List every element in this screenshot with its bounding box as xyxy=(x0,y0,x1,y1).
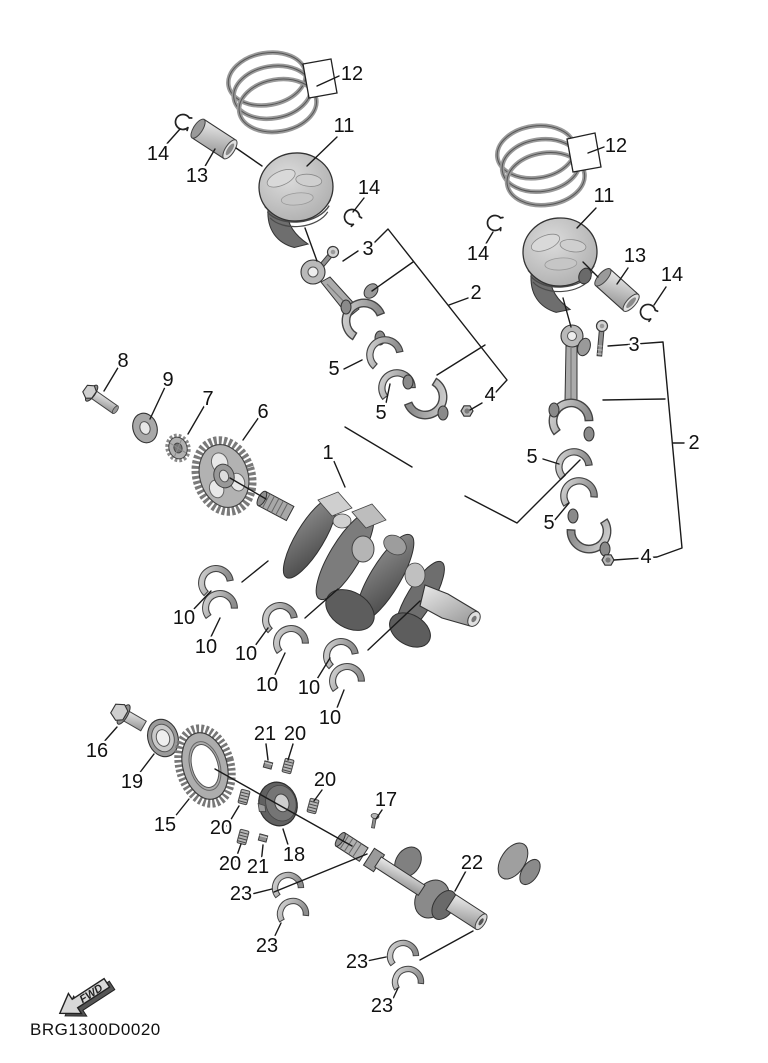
callout-1: 1 xyxy=(322,442,334,464)
main-bearing xyxy=(317,632,358,669)
leader-line xyxy=(345,427,412,467)
piston-pin-left xyxy=(188,117,239,161)
leader-line xyxy=(603,399,665,400)
callout-5: 5 xyxy=(375,402,387,424)
callout-9: 9 xyxy=(162,369,174,391)
balancer-washer xyxy=(143,715,183,760)
leader-line xyxy=(437,345,485,375)
callout-14: 14 xyxy=(660,264,684,286)
rod-nut-left xyxy=(461,406,473,416)
leader-line xyxy=(372,262,413,291)
callout-15: 15 xyxy=(153,814,177,836)
leader-line xyxy=(608,342,682,560)
rod-bolt-right xyxy=(594,320,608,356)
callout-6: 6 xyxy=(257,401,269,423)
rod-bearing-right-upper xyxy=(550,443,593,480)
diagram-code: BRG1300D0020 xyxy=(30,1020,161,1039)
leader-line xyxy=(449,298,468,305)
leader-line xyxy=(252,889,272,894)
damper-pin xyxy=(263,761,272,769)
callout-19: 19 xyxy=(120,771,144,793)
callout-5: 5 xyxy=(543,512,555,534)
piston-pin-right xyxy=(592,266,642,314)
callout-20: 20 xyxy=(313,769,337,791)
callout-23: 23 xyxy=(229,883,253,905)
callout-22: 22 xyxy=(460,852,484,874)
callout-18: 18 xyxy=(282,844,306,866)
primary-drive-gear xyxy=(187,433,261,518)
callout-10: 10 xyxy=(318,707,342,729)
leader-line xyxy=(654,287,666,305)
callout-12: 12 xyxy=(604,135,628,157)
leader-line xyxy=(242,561,268,582)
callout-23: 23 xyxy=(255,935,279,957)
callout-3: 3 xyxy=(362,238,374,260)
callout-11: 11 xyxy=(593,185,615,207)
balancer-drive-gear xyxy=(170,723,239,810)
damper-spring xyxy=(307,798,319,814)
crank-bolt xyxy=(80,381,123,419)
drive-spacer xyxy=(165,433,191,462)
piston-rings-left xyxy=(224,46,321,139)
circlip-right-upper xyxy=(485,212,508,235)
callout-4: 4 xyxy=(484,384,496,406)
callout-14: 14 xyxy=(146,143,170,165)
main-bearing xyxy=(269,621,309,654)
leader-line xyxy=(563,298,571,327)
leader-line xyxy=(344,360,362,369)
leader-line xyxy=(343,251,358,261)
callout-3: 3 xyxy=(628,334,640,356)
leader-line xyxy=(367,957,386,961)
leader-line xyxy=(236,148,262,166)
leader-line xyxy=(420,931,473,960)
callout-14: 14 xyxy=(357,177,381,199)
callout-2: 2 xyxy=(470,282,482,304)
callout-12: 12 xyxy=(340,63,364,85)
callout-23: 23 xyxy=(345,951,369,973)
callout-11: 11 xyxy=(333,115,355,137)
piston-left xyxy=(256,149,339,250)
balancer-shaft xyxy=(333,831,544,931)
damper-spring xyxy=(237,829,249,845)
damper-pin xyxy=(258,834,267,842)
leader-line xyxy=(577,208,596,228)
callout-10: 10 xyxy=(172,607,196,629)
leader-line xyxy=(333,459,345,487)
piston-right xyxy=(521,216,601,315)
main-bearing xyxy=(192,559,233,596)
rod-bearing-right-lower xyxy=(557,474,599,507)
callout-13: 13 xyxy=(185,165,209,187)
callout-5: 5 xyxy=(328,358,340,380)
callout-14: 14 xyxy=(466,243,490,265)
circlip-right-lower xyxy=(640,304,657,321)
callout-17: 17 xyxy=(374,789,398,811)
callout-20: 20 xyxy=(209,817,233,839)
connecting-rod-right xyxy=(543,320,608,441)
leader-line xyxy=(314,790,322,801)
damper-spring xyxy=(238,789,250,805)
callout-10: 10 xyxy=(255,674,279,696)
callout-10: 10 xyxy=(234,643,258,665)
rod-cap-left xyxy=(403,375,456,428)
leader-line xyxy=(266,744,268,760)
callout-23: 23 xyxy=(370,995,394,1017)
crank-washer xyxy=(129,410,161,446)
callout-4: 4 xyxy=(640,546,652,568)
leader-line xyxy=(353,198,364,212)
callout-20: 20 xyxy=(218,853,242,875)
leader-line xyxy=(554,503,569,521)
callout-20: 20 xyxy=(283,723,307,745)
callout-10: 10 xyxy=(297,677,321,699)
callout-13: 13 xyxy=(623,245,647,267)
leader-line xyxy=(288,744,293,760)
leader-line xyxy=(470,403,482,410)
fwd-arrow-label: FWD xyxy=(77,982,106,1006)
rod-nut-right xyxy=(602,555,614,565)
callout-7: 7 xyxy=(202,388,214,410)
rod-cap-right xyxy=(566,509,615,558)
callout-5: 5 xyxy=(526,446,538,468)
callout-16: 16 xyxy=(85,740,109,762)
balancer-bearing xyxy=(389,963,424,990)
callout-8: 8 xyxy=(117,350,129,372)
callout-21: 21 xyxy=(253,723,277,745)
callout-21: 21 xyxy=(246,856,270,878)
ring-set-box-right xyxy=(567,133,601,172)
callout-10: 10 xyxy=(194,636,218,658)
callout-2: 2 xyxy=(688,432,700,454)
balancer-bearing xyxy=(383,936,419,966)
balancer-bearing xyxy=(268,868,304,898)
balancer-bearing xyxy=(274,895,309,922)
